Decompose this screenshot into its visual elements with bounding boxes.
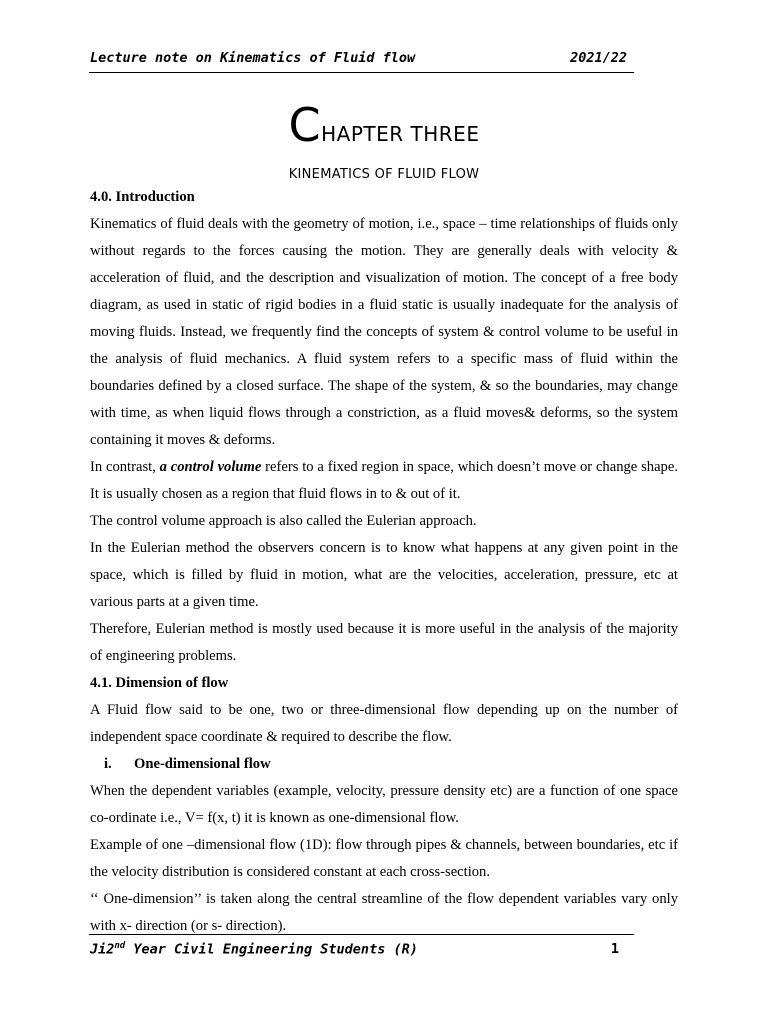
subsection-heading	[90, 751, 678, 778]
text-run: In contrast,	[90, 459, 160, 475]
body-text	[90, 184, 678, 940]
chapter-subtitle: KINEMATICS OF FLUID FLOW	[288, 167, 480, 182]
paragraph: ‘‘ One-dimension’’ is taken along the central streamline of the flow dependent variables vary only with x- direction (or s- direction).	[90, 891, 678, 934]
paragraph	[90, 454, 678, 508]
paragraph: Kinematics of fluid deals with the geometry of motion, i.e., space – time relationships of fluids only without regards to the forces causing the motion. They are generally deals with velocity & acceleration of fluid, and the description and visualization of motion. The concept of a free body diagram, as used in static of rigid bodies in a fluid static is usually inadequate for the analysis of moving fluids. Instead, we frequently find the concepts of system & control volume to be useful in the analysis of fluid mechanics. A fluid system refers to a specific mass of fluid within the boundaries defined by a closed surface. The shape of the system, & so the boundaries, may change with time, as when liquid flows through a constriction, as a fluid moves& deforms, so the system containing it moves & deforms.	[90, 216, 678, 448]
section-heading-dimension: 4.1. Dimension of flow	[90, 675, 229, 691]
section-heading-introduction: 4.0. Introduction	[90, 189, 195, 205]
subsection-number: i.	[104, 756, 112, 772]
page-number: 1	[610, 941, 619, 957]
paragraph: Therefore, Eulerian method is mostly used because it is more useful in the analysis of the majority of engineering problems.	[90, 621, 678, 664]
page-header	[89, 48, 634, 73]
paragraph: Example of one –dimensional flow (1D): flow through pipes & channels, between boundaries, etc if the velocity distribution is considered constant at each cross-section.	[90, 837, 678, 880]
page-footer	[89, 934, 634, 965]
paragraph: The control volume approach is also called the Eulerian approach.	[90, 513, 477, 529]
header-year: 2021/22	[570, 50, 627, 66]
chapter-title	[0, 98, 768, 152]
paragraph: A Fluid flow said to be one, two or three-dimensional flow depending up on the number of independent space coordinate & required to describe the flow.	[90, 702, 678, 745]
chapter-initial: C	[288, 98, 322, 152]
paragraph: When the dependent variables (example, velocity, pressure density etc) are a function of one space co-ordinate i.e., V= f(x, t) it is known as one-dimensional flow.	[90, 783, 678, 826]
header-title: Lecture note on Kinematics of Fluid flow	[90, 50, 416, 66]
subsection-title: One-dimensional flow	[134, 756, 271, 772]
paragraph: In the Eulerian method the observers concern is to know what happens at any given point in the space, which is filled by fluid in motion, what are the velocities, acceleration, pressure, etc at various parts at a given time.	[90, 540, 678, 610]
footer-text	[90, 941, 418, 958]
footer-superscript: nd	[114, 941, 126, 951]
emphasis-term: a control volume	[159, 459, 262, 475]
chapter-title-rest: HAPTER THREE	[321, 122, 480, 146]
footer-label: Year Civil Engineering Students (R)	[125, 941, 418, 958]
text-run: refers to a fixed region in space, which doesn’t move or change shape. It is usually chosen as a region that fluid flows in to & out of it.	[90, 459, 678, 502]
footer-prefix: Ji2	[90, 941, 115, 958]
